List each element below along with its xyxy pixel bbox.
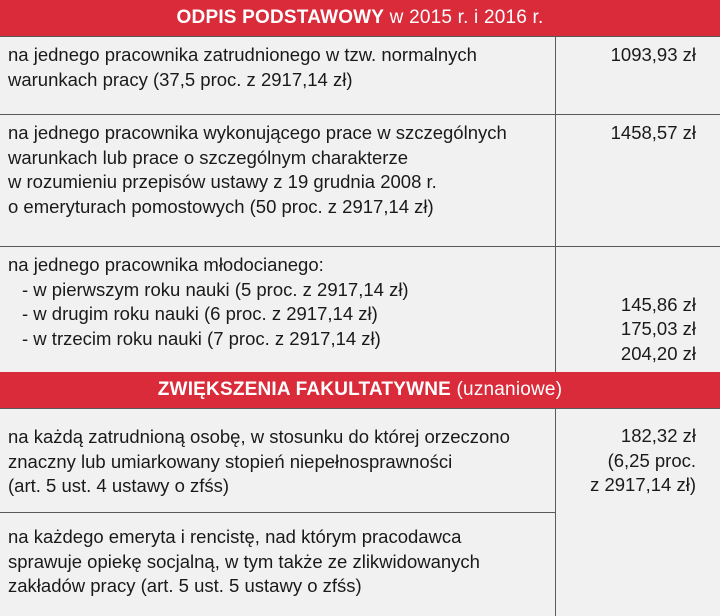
table-row [0,36,720,114]
amount: 182,32 zł [620,425,696,446]
amount: 1458,57 zł [610,122,696,143]
text-line: na jednego pracownika zatrudnionego w tzw. normalnych [8,44,477,65]
header-basic-title: ODPIS PODSTAWOWY [176,7,385,28]
header-optional-title: ZWIĘKSZENIA FAKULTATYWNE [157,379,452,400]
row-description [0,513,555,616]
amount-note: (6,25 proc. [607,449,696,471]
section-header-basic [0,0,720,36]
text-line: na jednego pracownika młodocianego: [8,254,324,275]
text-line: warunkach lub prace o szczególnym charakterze [8,146,408,168]
text-line: na każdą zatrudnioną osobę, w stosunku do której orzeczono [8,426,510,447]
table-row [0,114,720,246]
text-line: warunkach pracy (37,5 proc. z 2917,14 zł) [8,68,353,90]
text-line: znaczny lub umiarkowany stopień niepełnosprawności [8,450,453,472]
amount-note: z 2917,14 zł) [590,474,696,495]
amount-list [621,293,696,367]
sub-item: - w trzecim roku nauki (7 proc. z 2917,14 zł) [22,327,381,349]
text-line: zakładów pracy (art. 5 ust. 5 ustawy o zfśs) [8,575,362,596]
sub-item: - w pierwszym roku nauki (5 proc. z 2917,14 zł) [22,278,409,300]
row-description [0,409,555,512]
text-line: na jednego pracownika wykonującego prace w szczególnych [8,122,507,143]
text-line: (art. 5 ust. 4 ustawy o zfśs) [8,475,230,496]
text-line: w rozumieniu przepisów ustawy z 19 grudnia 2008 r. [8,171,437,192]
amount: 175,03 zł [620,318,696,339]
row-description [0,247,555,372]
section-header-optional [0,372,720,408]
row-value [555,37,720,114]
row-description [0,37,555,114]
table-row [0,246,720,372]
text-line: na każdego emeryta i rencistę, nad którym pracodawca [8,526,462,547]
header-basic-years: w 2015 r. i 2016 r. [384,7,544,28]
row-description [0,115,555,246]
table-row [0,512,555,616]
amount: 145,86 zł [620,293,696,315]
sub-item: - w drugim roku nauki (6 proc. z 2917,14 zł) [22,303,378,324]
optional-amount-cell [555,408,720,616]
text-line: o emeryturach pomostowych (50 proc. z 2917,14 zł) [8,195,434,217]
amount: 1093,93 zł [610,44,696,65]
row-value [555,115,720,246]
row-value [555,247,720,372]
amount: 204,20 zł [620,342,696,364]
text-line: sprawuje opiekę socjalną, w tym także ze zlikwidowanych [8,550,480,572]
header-optional-note: (uznaniowe) [451,379,563,400]
